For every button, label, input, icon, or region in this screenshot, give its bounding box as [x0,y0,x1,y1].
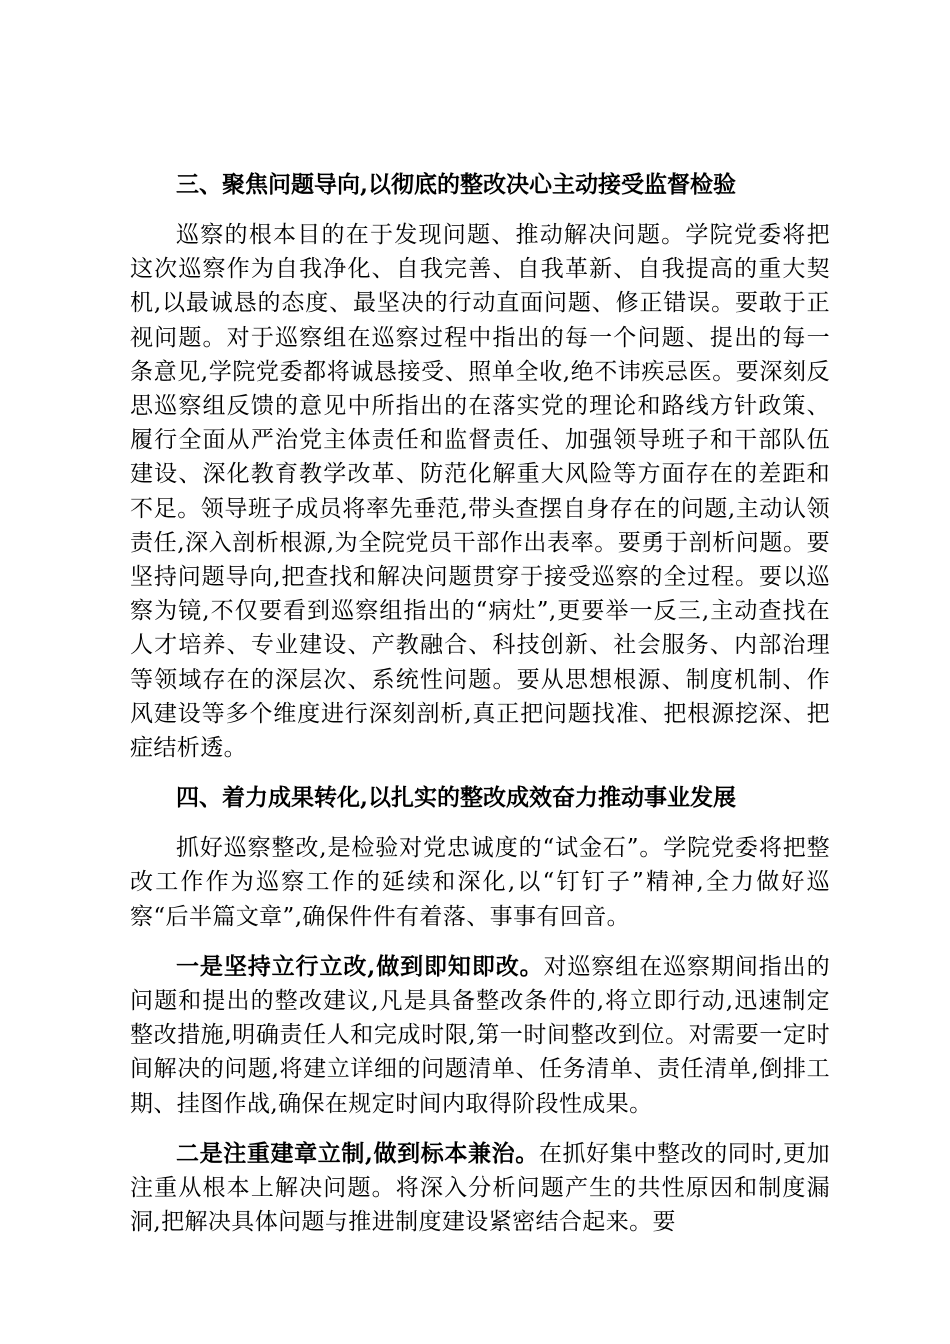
paragraph-body: 对巡察组在巡察期间指出的问题和提出的整改建议,凡是具备整改条件的,将立即行动,迅速制定整改措施,明确责任人和完成时限,第一时间整改到位。对需要一定时间解决的问题,将建立详细的问题清单、任务清单、责任清单,倒排工期、挂图作战,确保在规定时间内取得阶段性成果。 [130,953,830,1117]
paragraph-lead: 一是坚持立行立改,做到即知即改。 [176,952,544,980]
paragraph-body: 抓好巡察整改,是检验对党忠诚度的“试金石”。学院党委将把整改工作作为巡察工作的延续和深化,以“钉钉子”精神,全力做好巡察“后半篇文章”,确保件件有着落、事事有回音。 [130,835,830,930]
section-4-paragraph-1 [130,831,830,934]
paragraph-body: 在抓好集中整改的同时,更加注重从根本上解决问题。将深入分析问题产生的共性原因和制度漏洞,把解决具体问题与推进制度建设紧密结合起来。要 [130,1140,830,1236]
section-4-paragraph-3 [130,1137,830,1240]
paragraph-lead: 二是注重建章立制,做到标本兼治。 [176,1139,539,1167]
section-heading-3: 三、聚焦问题导向,以彻底的整改决心主动接受监督检验 [176,171,737,198]
section-3-paragraph-1 [130,218,830,765]
paragraph-body: 巡察的根本目的在于发现问题、推动解决问题。学院党委将把这次巡察作为自我净化、自我完善、自我革新、自我提高的重大契机,以最诚恳的态度、最坚决的行动直面问题、修正错误。要敢于正视问题。对于巡察组在巡察过程中指出的每一个问题、提出的每一条意见,学院党委都将诚恳接受、照单全收,绝不讳疾忌医。要深刻反思巡察组反馈的意见中所指出的在落实党的理论和路线方针政策、履行全面从严治党主体责任和监督责任、加强领导班子和干部队伍建设、深化教育教学改革、防范化解重大风险等方面存在的差距和不足。领导班子成员将率先垂范,带头查摆自身存在的问题,主动认领责任,深入剖析根源,为全院党员干部作出表率。要勇于剖析问题。要坚持问题导向,把查找和解决问题贯穿于接受巡察的全过程。要以巡察为镜,不仅要看到巡察组指出的“病灶”,更要举一反三,主动查找在人才培养、专业建设、产教融合、科技创新、社会服务、内部治理等领域存在的深层次、系统性问题。要从思想根源、制度机制、作风建设等多个维度进行深刻剖析,真正把问题找准、把根源挖深、把症结析透。 [130,222,830,762]
section-heading-4: 四、着力成果转化,以扎实的整改成效奋力推动事业发展 [176,784,737,812]
section-4-paragraph-2 [130,950,830,1121]
document-page [130,168,830,1255]
